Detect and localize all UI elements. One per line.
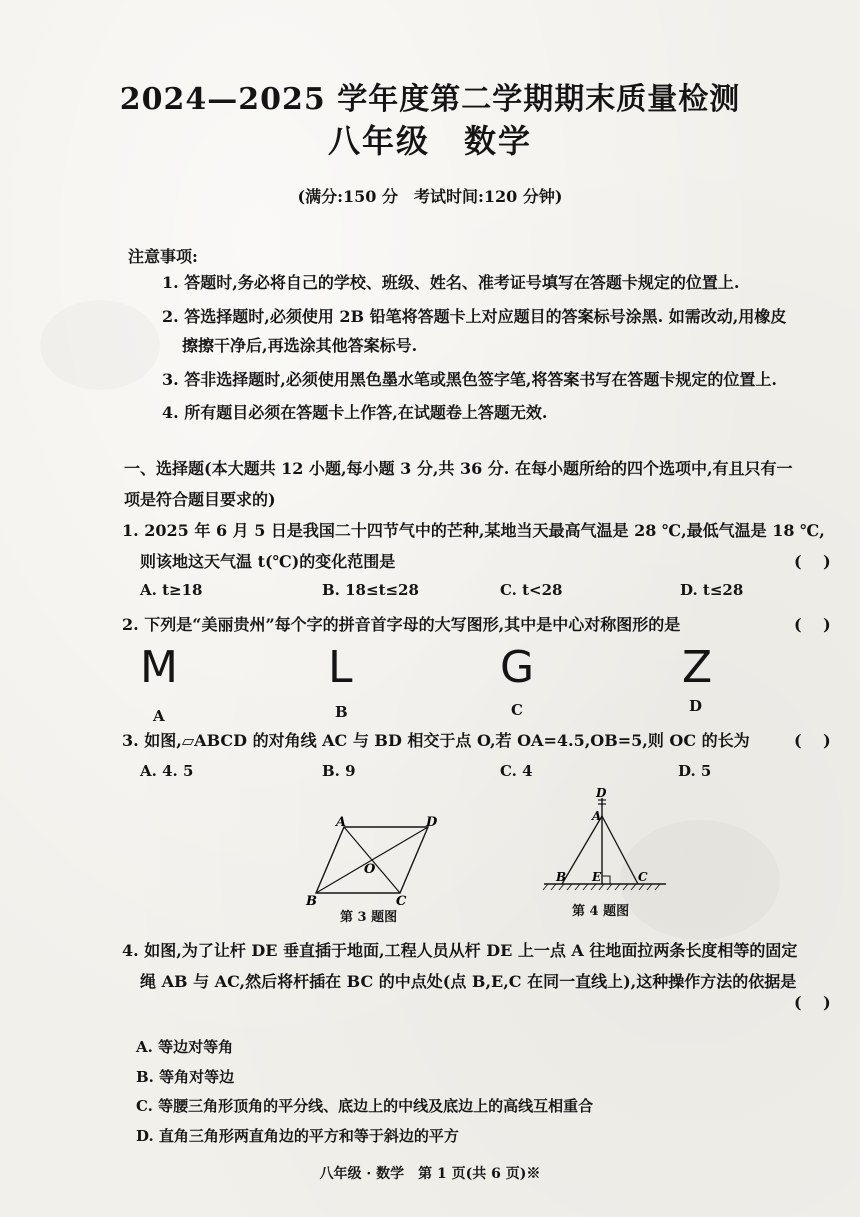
- point-b-label: B: [306, 894, 317, 909]
- notice-heading: 注意事项:: [128, 247, 198, 266]
- paper-smudge: [40, 300, 160, 390]
- point-a-label: A: [592, 809, 602, 823]
- question-3-stem: 3. 如图,▱ABCD 的对角线 AC 与 BD 相交于点 O,若 OA=4.5,OB=5,则 OC 的长为: [122, 731, 750, 750]
- exam-title: 2024—2025 学年度第二学期期末质量检测: [119, 82, 741, 117]
- q1-option-d: D. t≤28: [680, 581, 744, 599]
- q3-option-b: B. 9: [322, 762, 356, 780]
- q1-option-b: B. 18≤t≤28: [322, 581, 419, 599]
- letter-z: Z: [682, 642, 713, 693]
- answer-paren: ( ): [794, 615, 831, 634]
- notice-item: 1. 答题时,务必将自己的学校、班级、姓名、准考证号填写在答题卡规定的位置上.: [162, 273, 740, 292]
- section-heading: 一、选择题(本大题共 12 小题,每小题 3 分,共 36 分. 在每小题所给的四个选项中,有且只有一: [124, 459, 793, 478]
- answer-paren: ( ): [794, 552, 831, 571]
- question-4-stem-cont: 绳 AB 与 AC,然后将杆插在 BC 的中点处(点 B,E,C 在同一直线上),这种操作方法的依据是: [140, 972, 797, 991]
- q4-option-c: C. 等腰三角形顶角的平分线、底边上的中线及底边上的高线互相重合: [136, 1097, 594, 1115]
- point-d-label: D: [596, 788, 607, 800]
- q2-label-a: A: [153, 707, 165, 725]
- answer-paren: ( ): [794, 993, 831, 1012]
- point-d-label: D: [426, 815, 438, 830]
- question-1-stem-cont: 则该地这天气温 t(℃)的变化范围是: [140, 552, 396, 571]
- point-o-label: O: [364, 862, 376, 877]
- question-1-stem: 1. 2025 年 6 月 5 日是我国二十四节气中的芒种,某地当天最高气温是 28 ℃,最低气温是 18 ℃,: [122, 521, 825, 540]
- q3-option-c: C. 4: [500, 762, 533, 780]
- section-heading-cont: 项是符合题目要求的): [124, 490, 276, 509]
- score-info: (满分:150 分 考试时间:120 分钟): [297, 187, 563, 206]
- figure-4-caption: 第 4 题图: [572, 904, 630, 919]
- q4-option-b: B. 等角对等边: [136, 1068, 235, 1086]
- answer-paren: ( ): [794, 731, 831, 750]
- rope-ac: [602, 816, 638, 884]
- question-4-stem: 4. 如图,为了让杆 DE 垂直插于地面,工程人员从杆 DE 上一点 A 往地面拉两条长度相等的固定: [122, 941, 798, 960]
- exam-subject: 八年级 数学: [327, 122, 532, 160]
- q4-option-a: A. 等边对等角: [136, 1038, 234, 1056]
- figure-3-caption: 第 3 题图: [340, 910, 398, 925]
- ground-hatch: [543, 884, 660, 890]
- letter-g: G: [500, 642, 535, 693]
- q2-label-d: D: [689, 697, 703, 715]
- point-e-label: E: [592, 870, 602, 884]
- question-2-stem: 2. 下列是“美丽贵州”每个字的拼音首字母的大写图形,其中是中心对称图形的是: [122, 615, 681, 634]
- notice-item: 擦擦干净后,再选涂其他答案标号.: [182, 336, 418, 355]
- letter-l: L: [328, 642, 353, 693]
- q2-label-b: B: [335, 703, 348, 721]
- point-b-label: B: [556, 870, 567, 884]
- notice-item: 4. 所有题目必须在答题卡上作答,在试题卷上答题无效.: [162, 403, 548, 422]
- q2-label-c: C: [511, 701, 523, 719]
- point-c-label: C: [638, 870, 648, 884]
- figure-q4-pole: [540, 788, 670, 898]
- notice-item: 3. 答非选择题时,必须使用黑色墨水笔或黑色签字笔,将答案书写在答题卡规定的位置上.: [162, 370, 777, 389]
- q1-option-c: C. t<28: [500, 581, 563, 599]
- q1-option-a: A. t≥18: [140, 581, 203, 599]
- q4-option-d: D. 直角三角形两直角边的平方和等于斜边的平方: [136, 1127, 459, 1145]
- right-angle-mark: [602, 876, 610, 884]
- page-footer: 八年级 · 数学 第 1 页(共 6 页)※: [319, 1166, 541, 1182]
- letter-m: M: [140, 642, 178, 693]
- diagonal-bd: [316, 827, 428, 893]
- notice-item: 2. 答选择题时,必须使用 2B 铅笔将答题卡上对应题目的答案标号涂黑. 如需改动,用橡皮: [162, 307, 787, 326]
- q3-option-d: D. 5: [678, 762, 712, 780]
- point-c-label: C: [396, 894, 407, 909]
- figure-q3-parallelogram: [300, 815, 450, 910]
- point-a-label: A: [336, 815, 347, 830]
- q3-option-a: A. 4. 5: [140, 762, 194, 780]
